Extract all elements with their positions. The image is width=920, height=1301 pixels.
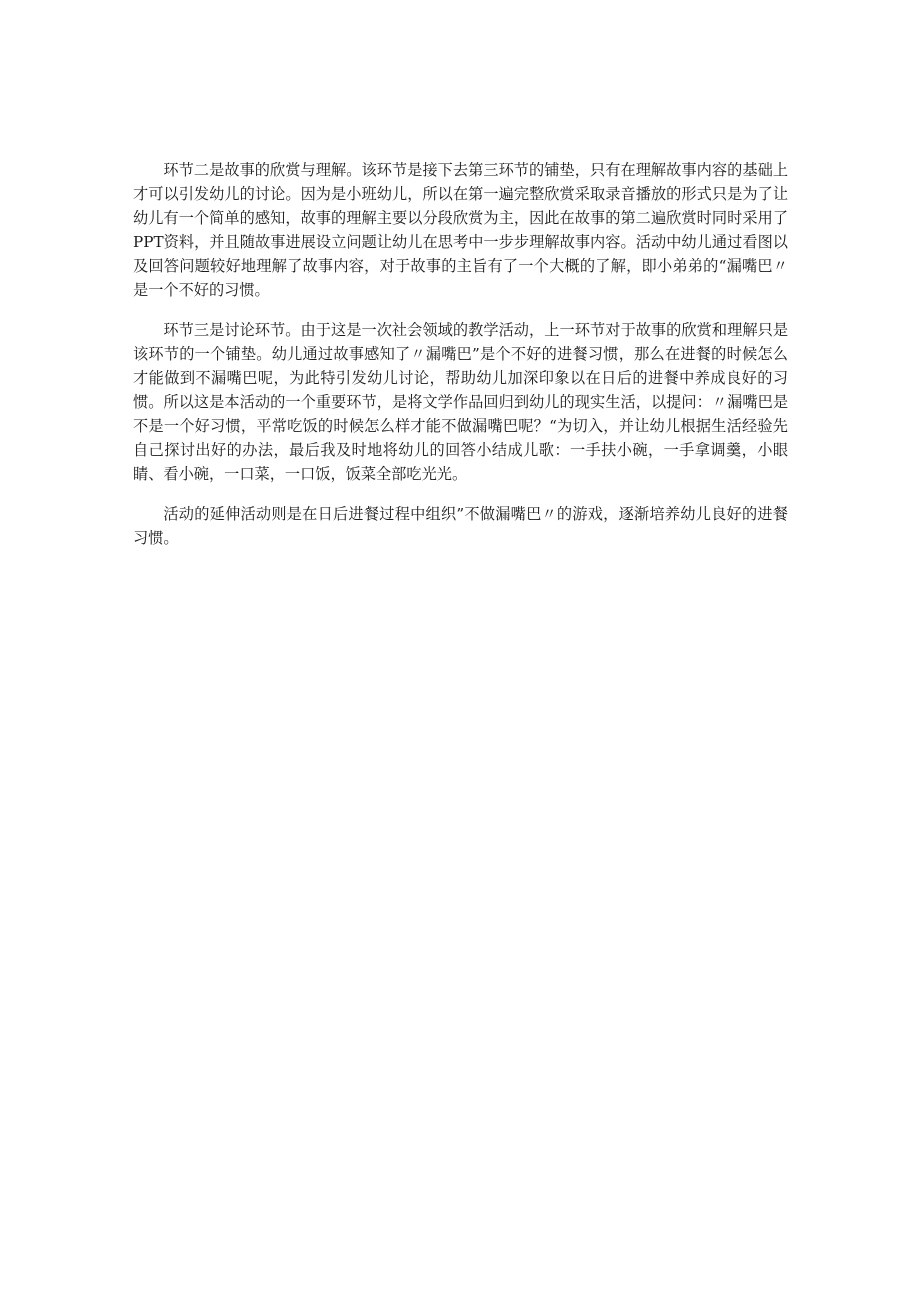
paragraph-extension-activity: 活动的延伸活动则是在日后进餐过程中组织”不做漏嘴巴〃的游戏，逐渐培养幼儿良好的进餐习惯。 — [133, 505, 788, 547]
document-body — [133, 158, 788, 566]
paragraph-section-two: 环节二是故事的欣赏与理解。该环节是接下去第三环节的铺垫，只有在理解故事内容的基础上才可以引发幼儿的讨论。因为是小班幼儿，所以在第一遍完整欣赏采取录音播放的形式只是为了让幼儿有一个简单的感知，故事的理解主要以分段欣赏为主，因此在故事的第二遍欣赏时同时采用了PPT资料，并且随故事进展设立问题让幼儿在思考中一步步理解故事内容。活动中幼儿通过看图以及回答问题较好地理解了故事内容，对于故事的主旨有了一个大概的了解，即小弟弟的“漏嘴巴〃是一个不好的习惯。 — [133, 161, 788, 299]
paragraph-section-three: 环节三是讨论环节。由于这是一次社会领域的教学活动，上一环节对于故事的欣赏和理解只是该环节的一个铺垫。幼儿通过故事感知了〃漏嘴巴”是个不好的进餐习惯，那么在进餐的时候怎么才能做到不漏嘴巴呢，为此特引发幼儿讨论，帮助幼儿加深印象以在日后的进餐中养成良好的习惯。所以这是本活动的一个重要环节，是将文学作品回归到幼儿的现实生活，以提问：〃漏嘴巴是不是一个好习惯，平常吃饭的时候怎么样才能不做漏嘴巴呢？“为切入，并让幼儿根据生活经验先自己探讨出好的办法，最后我及时地将幼儿的回答小结成儿歌：一手扶小碗，一手拿调羹，小眼睛、看小碗，一口菜，一口饭，饭菜全部吃光光。 — [133, 321, 788, 483]
